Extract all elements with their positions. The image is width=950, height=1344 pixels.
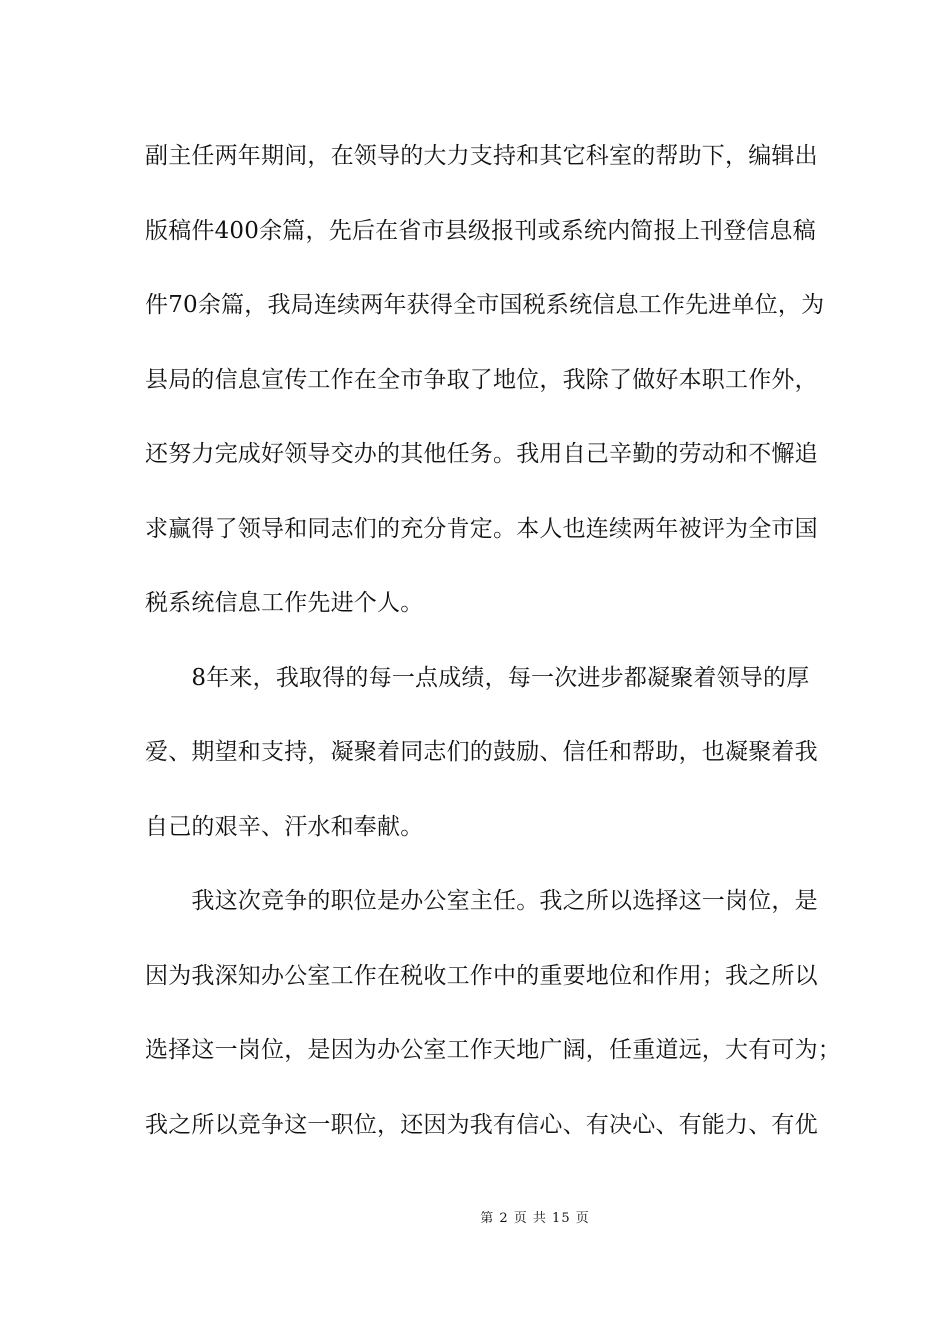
text-line: 选择这一岗位，是因为办公室工作天地广阔，任重道远，大有可为； [145,1037,841,1063]
text-line: 还努力完成好领导交办的其他任务。我用自己辛勤的劳动和不懈追 [145,441,818,467]
page-footer [0,1207,950,1226]
text-line: 税系统信息工作先进个人。 [145,590,424,616]
page-number-label: 第 2 页 共 15 页 [480,1211,590,1226]
text-line: 县局的信息宣传工作在全市争取了地位，我除了做好本职工作外， [145,366,818,393]
text-line: 我这次竞争的职位是办公室主任。我之所以选择这一岗位，是 [145,888,818,914]
text-line: 8年来，我取得的每一点成绩，每一次进步都凝聚着领导的厚 [145,664,810,691]
text-line: 件70余篇，我局连续两年获得全市国税系统信息工作先进单位，为 [145,292,825,318]
text-line: 副主任两年期间，在领导的大力支持和其它科室的帮助下，编辑出 [145,143,818,169]
text-line: 版稿件400余篇，先后在省市县级报刊或系统内简报上刊登信息稿 [145,217,816,244]
text-line: 自己的艰辛、汗水和奉献。 [145,813,424,840]
text-line: 我之所以竞争这一职位，还因为我有信心、有决心、有能力、有优 [145,1111,818,1138]
text-line: 求赢得了领导和同志们的充分肯定。本人也连续两年被评为全市国 [145,515,818,542]
text-line: 因为我深知办公室工作在税收工作中的重要地位和作用；我之所以 [145,962,818,989]
document-body [145,128,841,1171]
text-line: 爱、期望和支持，凝聚着同志们的鼓励、信任和帮助，也凝聚着我 [145,739,818,765]
